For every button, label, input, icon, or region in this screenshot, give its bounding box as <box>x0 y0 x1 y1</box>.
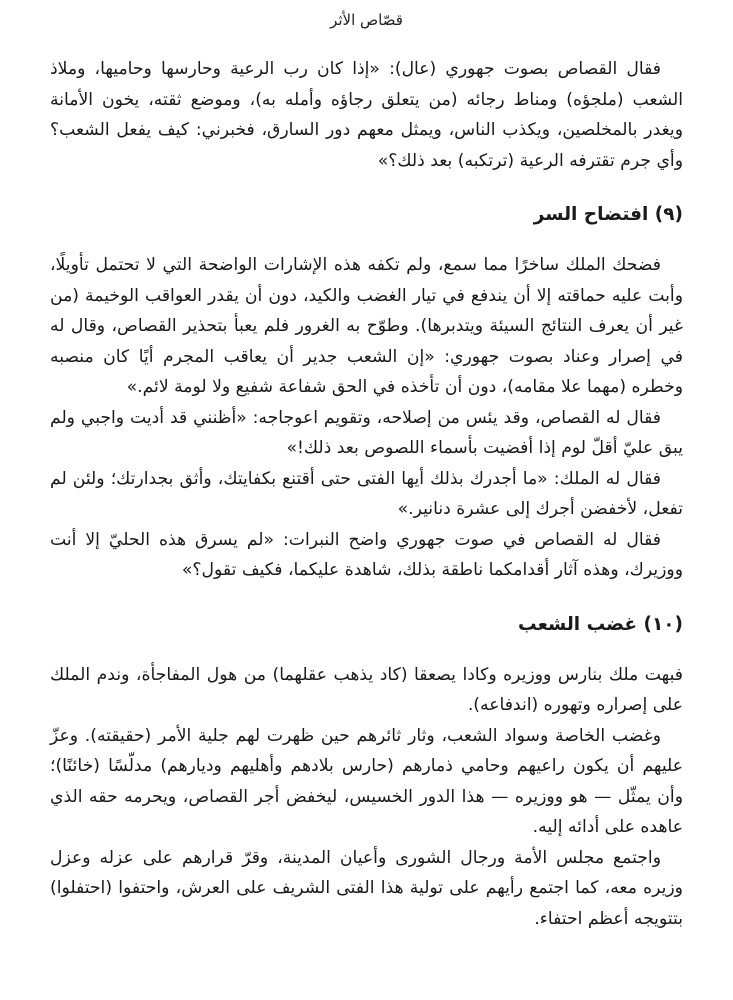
running-header: قصّاص الأثر <box>330 11 403 29</box>
section-9-paragraph: فضحك الملك ساخرًا مما سمع، ولم تكفه هذه الإشارات الواضحة التي لا تحتمل تأويلًا، وأبت عليه حماقته إلا أن يندفع في تيار الغضب والكيد، دون أن يقدر العواقب الوخيمة (من غير أن يعرف النتائج السيئة ويتدبرها). وطوّح به الغرور فلم يعبأ بتحذير القصاص، وقال له في إصرار وعناد بصوت جهوري: «إن الشعب جدير أن يعاقب المجرم أيًا كان منصبه وخطره (مهما علا مقامه)، دون أن تأخذه في الحق شفاعة شفيع ولا لومة لائم.» <box>50 255 683 397</box>
section-9-paragraph: فقال له القصاص في صوت جهوري واضح النبرات: «لم يسرق هذه الحليّ إلا أنت ووزيرك، وهذه آثار أقدامكما ناطقة بذلك، شاهدة عليكما، فكيف تقول؟» <box>50 529 683 580</box>
section-heading-10: (١٠) غضب الشعب <box>518 613 683 635</box>
section-9-paragraph: فقال له القصاص، وقد يئس من إصلاحه، وتقويم اعوجاجه: «أظنني قد أديت واجبي ولم يبق عليّ أقلّ لوم إذا أفضيت بأسماء اللصوص بعد ذلك!» <box>50 407 683 458</box>
section-10-paragraph: فبهت ملك بنارس ووزيره وكادا يصعقا (كاد يذهب عقلهما) من هول المفاجأة، وندم الملك على إصراره وتهوره (اندفاعه). <box>50 664 683 715</box>
intro-paragraph: فقال القصاص بصوت جهوري (عال): «إذا كان رب الرعية وحارسها وحاميها، وملاذ الشعب (ملجؤه) ومناط رجائه (من يتعلق رجاؤه وأمله به)، وموضع ثقته، يخون الأمانة ويغدر بالمخلصين، ويكذب الناس، ويمثل معهم دور السارق، فخبرني: كيف يفعل الشعب؟ وأي جرم تقترفه الرعية (ترتكبه) بعد ذلك؟» <box>50 59 683 171</box>
section-heading-9: (٩) افتضاح السر <box>533 204 683 225</box>
section-9-paragraph: فقال له الملك: «ما أجدرك بذلك أيها الفتى حتى أقتنع بكفايتك، وأثق بجدارتك؛ ولئن لم تفعل، لأخفضن أجرك إلى عشرة دنانير.» <box>50 468 683 519</box>
section-10-paragraph: واجتمع مجلس الأمة ورجال الشورى وأعيان المدينة، وقرّ قرارهم على عزله وعزل وزيره معه، كما اجتمع رأيهم على تولية هذا الفتى الشريف على العرش، واحتفوا (احتفلوا) بتتويجه أعظم احتفاء. <box>50 847 683 929</box>
section-10-paragraph: وغضب الخاصة وسواد الشعب، وثار ثائرهم حين ظهرت لهم جلية الأمر (حقيقته). وعزّ عليهم أن يكون راعيهم وحامي ذمارهم (حارس بلادهم وأهليهم وديارهم) مدلّسًا (خائنًا)؛ وأن يمثّل — هو ووزيره — هذا الدور الخسيس، ليخفض أجر القصاص، ويحرمه حقه الذي عاهده على أدائه إليه. <box>50 725 683 837</box>
